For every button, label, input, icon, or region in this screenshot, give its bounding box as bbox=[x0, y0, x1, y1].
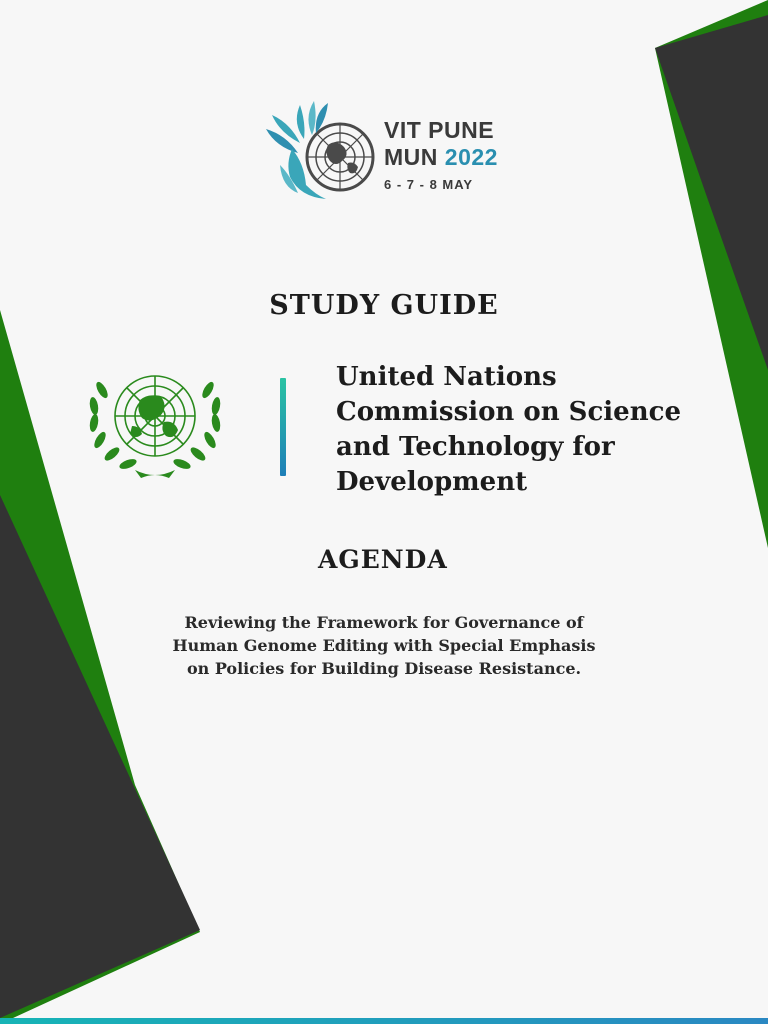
mun-title-line1: VIT PUNE bbox=[384, 117, 495, 143]
mun-title-line2 bbox=[384, 143, 498, 171]
committee-line-3: and Technology for bbox=[336, 432, 615, 462]
bottom-left-dark-shape bbox=[0, 495, 200, 1018]
agenda-line-3: on Policies for Building Disease Resistance. bbox=[186, 659, 582, 678]
mun-dates: 6 - 7 - 8 MAY bbox=[384, 177, 474, 192]
phoenix-globe-icon bbox=[262, 95, 377, 210]
agenda-line-1: Reviewing the Framework for Governance of bbox=[184, 613, 584, 632]
committee-line-2: Commission on Science bbox=[336, 397, 681, 427]
committee-line-1: United Nations bbox=[336, 362, 557, 392]
committee-name bbox=[336, 360, 736, 500]
bottom-accent-bar bbox=[0, 1018, 768, 1024]
agenda-text bbox=[0, 611, 768, 680]
un-wreath-globe-icon bbox=[80, 360, 230, 482]
mun-label: MUN bbox=[384, 144, 438, 170]
agenda-heading: AGENDA bbox=[318, 545, 448, 574]
page-title: STUDY GUIDE bbox=[269, 290, 499, 321]
agenda-line-2: Human Genome Editing with Special Emphasis bbox=[172, 636, 596, 655]
committee-line-4: Development bbox=[336, 467, 528, 497]
mun-year: 2022 bbox=[444, 144, 498, 170]
mun-logo bbox=[262, 95, 522, 210]
vertical-divider bbox=[280, 378, 286, 476]
